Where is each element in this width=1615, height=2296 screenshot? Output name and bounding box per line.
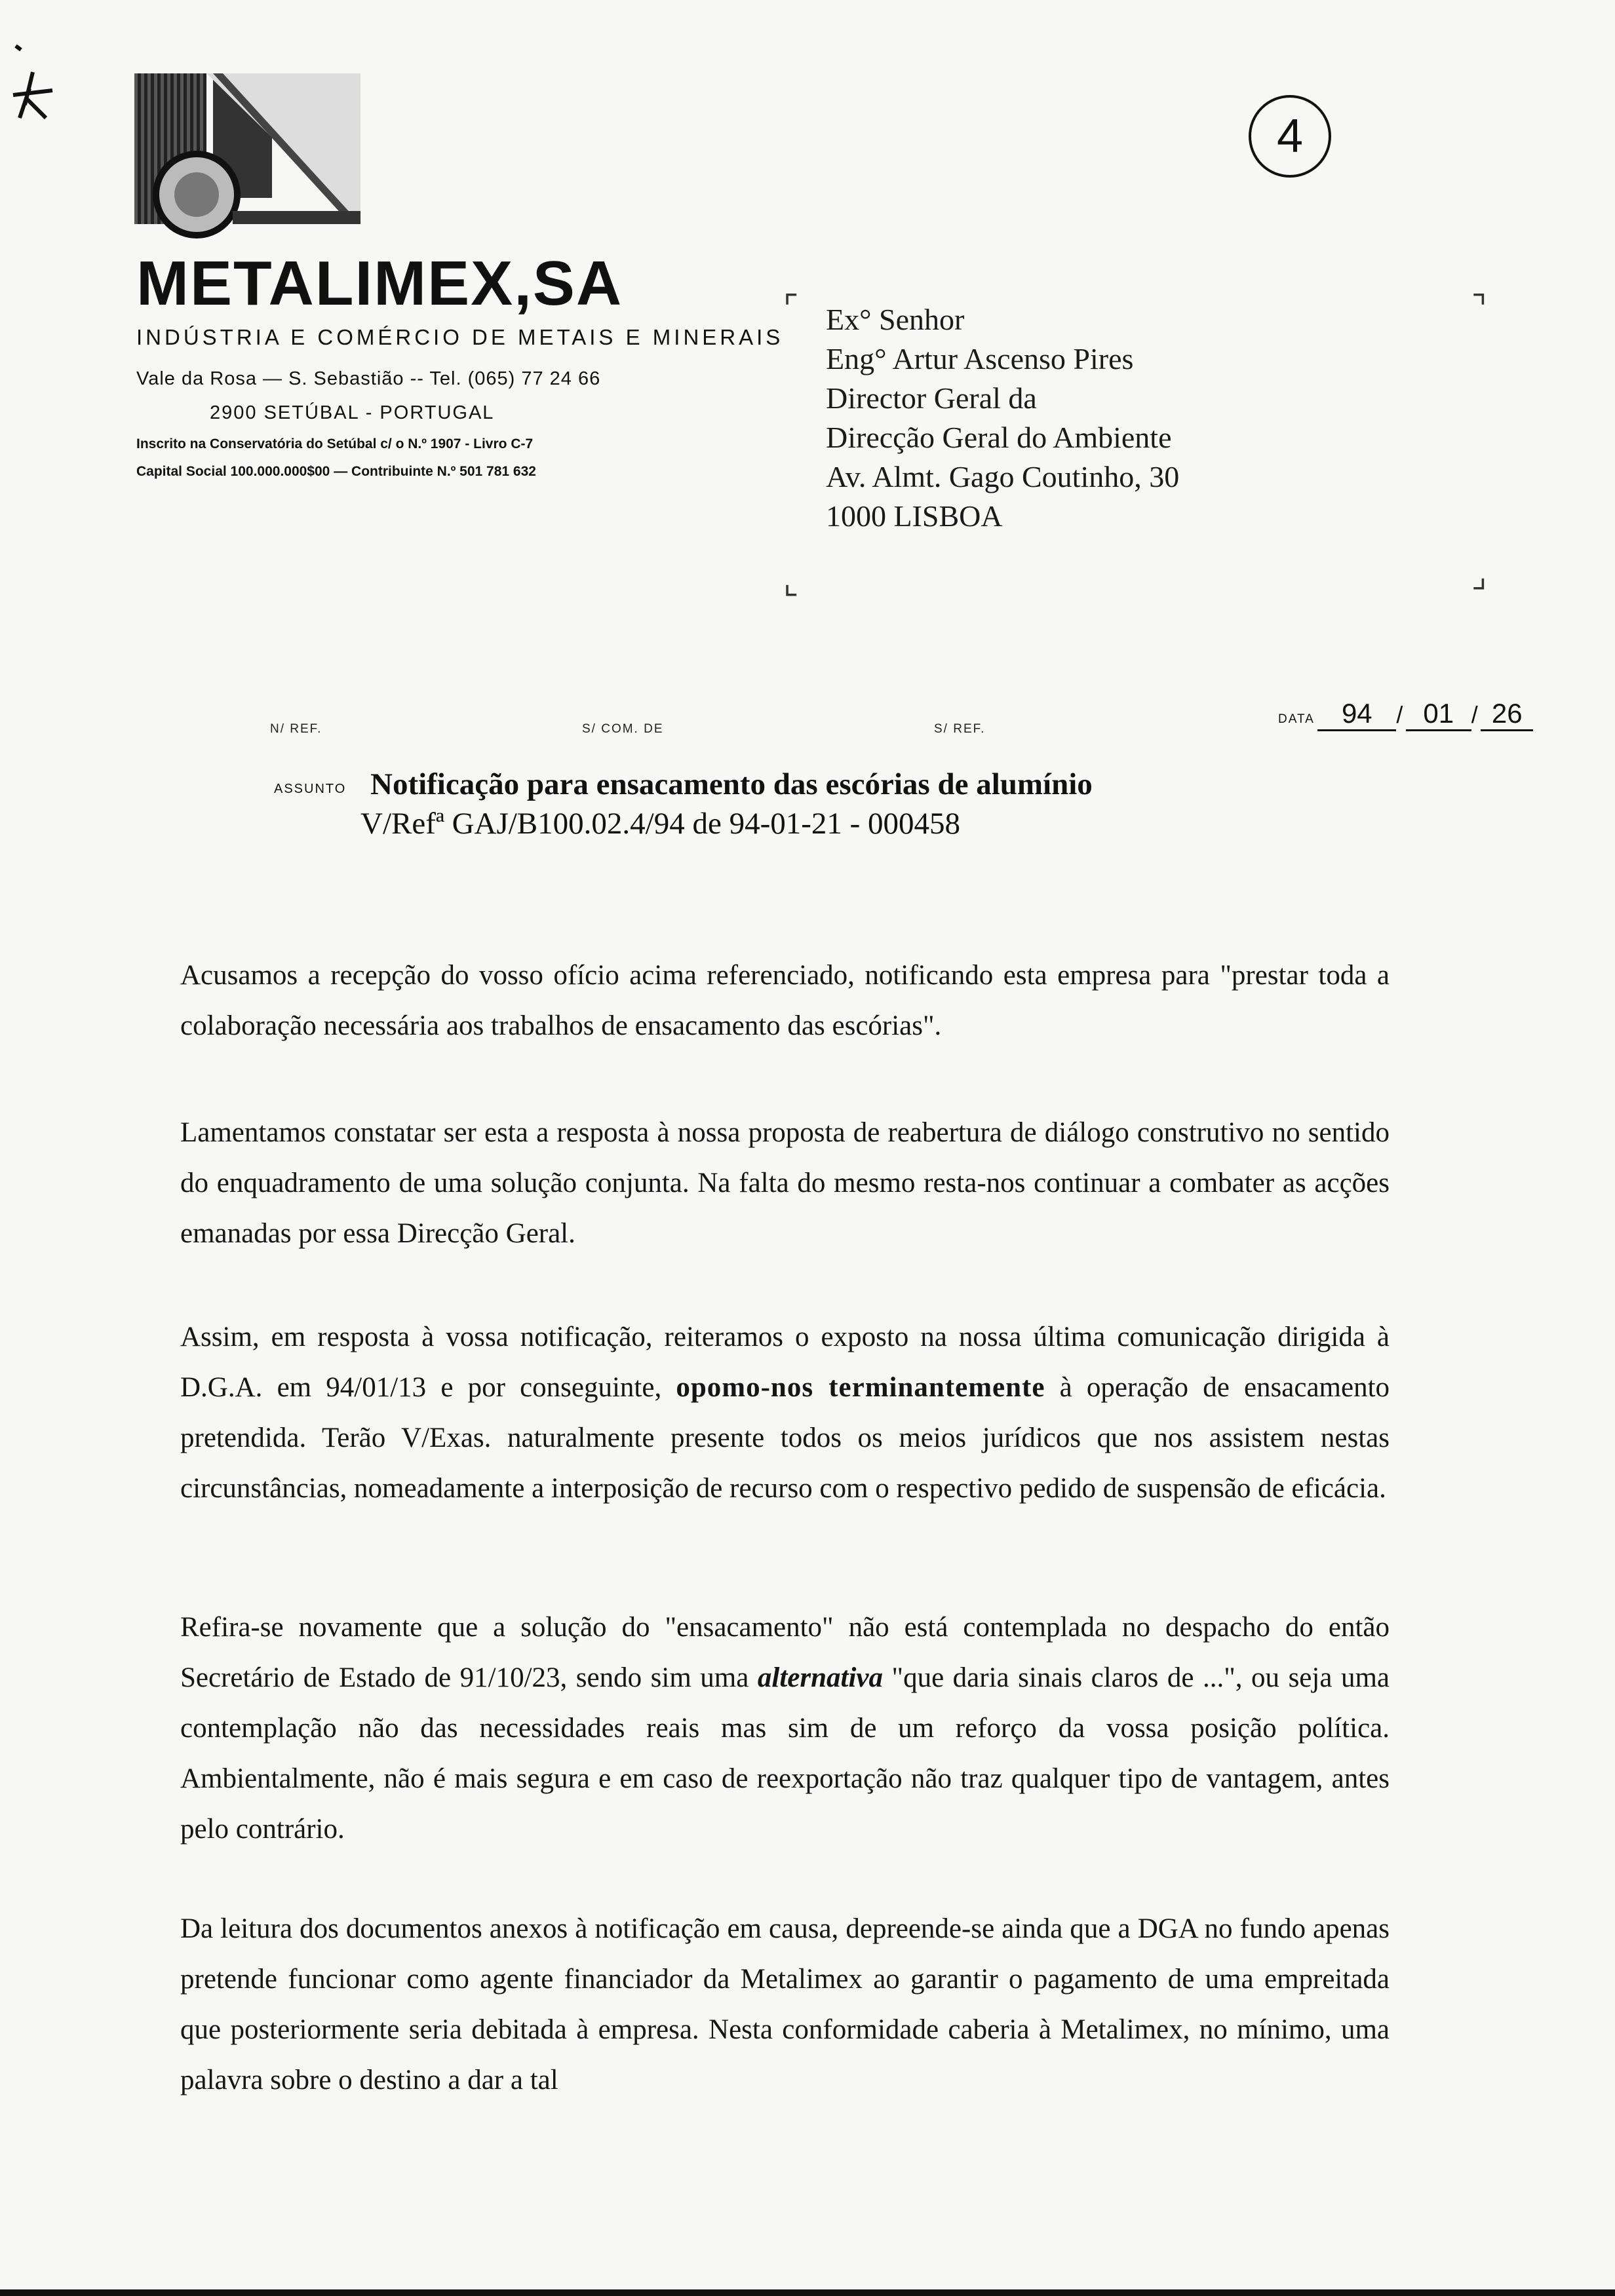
company-tagline: INDÚSTRIA E COMÉRCIO DE METAIS E MINERAIS <box>136 325 784 349</box>
address-bracket-bottom-left: ⌞ <box>783 564 799 601</box>
paragraph-text: Da leitura dos documentos anexos à notificação em causa, depreende-se ainda que a DGA no fundo apenas pretende funcionar como agente financiador da Metalimex ao garantir o pagamento de uma empreitada que posteriormente seria debitada à empresa. Nesta conformidade caberia à Metalimex, no mínimo, uma palavra sobre o destino a dar a tal <box>180 1913 1390 2095</box>
recipient-line: Direcção Geral do Ambiente <box>826 421 1172 454</box>
body-paragraph-1 <box>180 950 1390 1051</box>
recipient-line: 1000 LISBOA <box>826 499 1003 533</box>
page-bottom-border <box>0 2289 1615 2296</box>
paragraph-text: à operação de ensacamento pretendida. Terão V/Exas. naturalmente presente todos os meios jurídicos que nos assistem nestas circunstâncias, nomeadamente a interposição de recurso com o respectivo pedido de suspensão de eficácia. <box>180 1372 1390 1504</box>
date-month: 01 <box>1406 698 1471 731</box>
recipient-line: Ex° Senhor <box>826 303 965 336</box>
body-paragraph-5 <box>180 1904 1390 2105</box>
paragraph-text: Acusamos a recepção do vosso ofício acima referenciado, notificando esta empresa para "prestar toda a colaboração necessária aos trabalhos de ensacamento das escórias". <box>180 960 1390 1041</box>
company-registry: Inscrito na Conservatória do Setúbal c/ o N.º 1907 - Livro C-7 <box>136 436 534 451</box>
company-logo-graphic <box>134 73 360 250</box>
recipient-line: Director Geral da <box>826 381 1037 415</box>
body-paragraph-4 <box>180 1602 1390 1854</box>
address-bracket-bottom-right: ⌟ <box>1471 558 1487 594</box>
company-capital: Capital Social 100.000.000$00 — Contribuinte N.º 501 781 632 <box>136 464 536 479</box>
company-address: Vale da Rosa — S. Sebastião -- Tel. (065) 77 24 66 <box>136 368 601 389</box>
paragraph-text: Assim, em resposta à vossa notificação, reiteramos o exposto na nossa última comunicação dirigida à D.G.A. em 94/01/13 e por conseguinte, <box>180 1322 1390 1403</box>
our-ref-label: N/ REF. <box>270 722 322 736</box>
recipient-address <box>826 300 1179 536</box>
date-day: 26 <box>1481 698 1533 731</box>
address-bracket-top-right: ⌝ <box>1471 289 1487 326</box>
paragraph-text: Refira-se novamente que a solução do "ensacamento" não está contemplada no despacho do então Secretário de Estado de 91/10/23, sendo sim uma <box>180 1612 1390 1693</box>
subject-line-1: Notificação para ensacamento das escórias de alumínio <box>370 767 1093 801</box>
address-bracket-top-left: ⌜ <box>783 289 799 326</box>
page-number: 4 <box>1249 95 1331 178</box>
paragraph-text: Lamentamos constatar ser esta a resposta à nossa proposta de reabertura de diálogo construtivo no sentido do enquadramento de uma solução conjunta. Na falta do mesmo resta-nos continuar a combater as acções emanadas por essa Direcção Geral. <box>180 1117 1390 1249</box>
handwritten-corner-mark <box>7 33 59 124</box>
company-city: 2900 SETÚBAL - PORTUGAL <box>210 402 495 423</box>
recipient-line: Av. Almt. Gago Coutinho, 30 <box>826 460 1180 493</box>
paragraph-text: "que daria sinais claros de ...", ou seja uma contemplação não das necessidades reais mas sim de um reforço da vossa posição política. Ambientalmente, não é mais segura e em caso de reexportação não traz qualquer tipo de vantagem, antes pelo contrário. <box>180 1662 1390 1845</box>
subject-label: ASSUNTO <box>274 782 347 796</box>
subject-line-2: V/Refª GAJ/B100.02.4/94 de 94-01-21 - 000458 <box>360 807 961 841</box>
date-year: 94 <box>1317 698 1396 731</box>
company-name: METALIMEX,SA <box>136 248 623 318</box>
your-ref-label: S/ REF. <box>934 722 986 736</box>
body-paragraph-2 <box>180 1107 1390 1259</box>
your-communication-label: S/ COM. DE <box>582 722 664 736</box>
date-field: DATA 94 / 01 / 26 <box>1278 698 1533 731</box>
recipient-line: Eng° Artur Ascenso Pires <box>826 342 1134 375</box>
emphasis-text: opomo-nos terminantemente <box>676 1372 1045 1403</box>
date-label: DATA <box>1278 712 1315 726</box>
emphasis-text: alternativa <box>757 1662 883 1693</box>
body-paragraph-3 <box>180 1312 1390 1514</box>
